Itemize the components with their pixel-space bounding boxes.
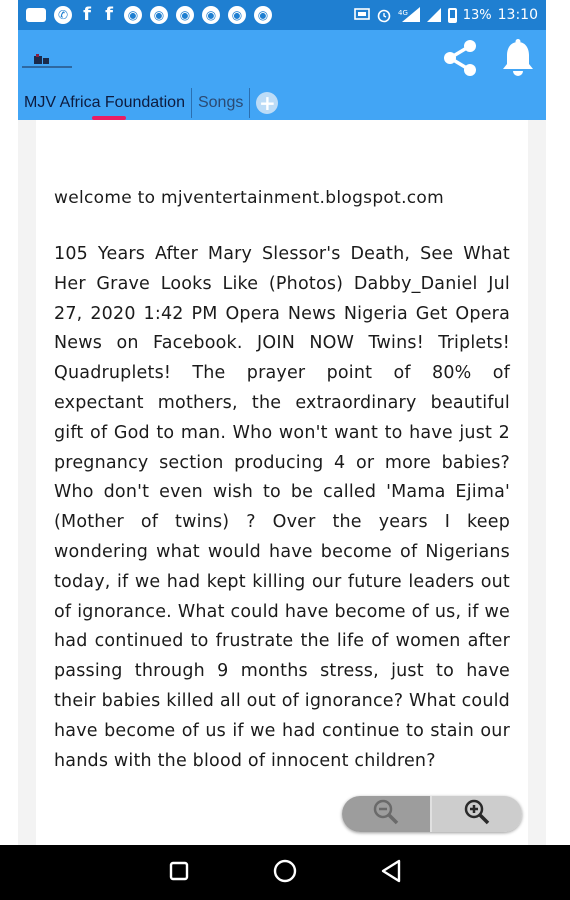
battery-icon (448, 8, 457, 23)
recents-square-icon (168, 860, 190, 886)
article-view[interactable] (36, 120, 528, 845)
tab-bar (18, 88, 284, 118)
alarm-icon (376, 7, 392, 23)
cast-icon (354, 8, 370, 22)
facebook-icon: f (105, 4, 113, 25)
opera-news-icon: ◉ (124, 6, 142, 24)
tab-songs[interactable]: Songs (191, 88, 250, 118)
bell-icon (501, 39, 535, 81)
article-body: 105 Years After Mary Slessor's Death, See What Her Grave Looks Like (Photos) Dabby_Daniel Jul 27, 2020 1:42 PM Opera News Nigeria Get Opera News on Facebook. JOIN NOW Twins! Triplets! Quadruplets! The prayer point of 80% of expectant mothers, the extraordinary beautiful gift of God to man. Who won't want to have just 2 pregnancy section producing 4 or more babies? Who don't even wish to be called 'Mama Ejima' (Mother of twins) ? Over the years I keep wondering what would have become of Nigerians today, if we had kept killing our future leaders out of ignorance. What could have become of us, if we had continued to frustrate the life of women after passing through 9 months stress, just to have their babies killed all out of ignorance? What could have become of us if we had continue to stain our hands with the blood of innocent children? (54, 244, 510, 771)
app-logo[interactable] (22, 52, 74, 70)
opera-news-icon: ◉ (202, 6, 220, 24)
signal-4g-icon (398, 7, 420, 23)
screen-edge (550, 0, 570, 845)
clock: 13:10 (497, 7, 538, 23)
back-triangle-icon (379, 858, 403, 888)
welcome-text: welcome to mjventertainment.blogspot.com (54, 188, 444, 208)
back-button[interactable] (373, 855, 409, 891)
svg-text:4G: 4G (397, 9, 408, 17)
zoom-out-icon (371, 797, 401, 831)
whatsapp-icon: ✆ (54, 6, 72, 24)
zoom-controls (342, 796, 522, 832)
battery-percent: 13% (462, 7, 492, 23)
home-circle-icon (272, 858, 298, 888)
share-icon (441, 38, 479, 82)
zoom-out-button[interactable] (342, 796, 432, 832)
status-bar (18, 0, 546, 30)
zoom-in-button[interactable] (432, 796, 522, 832)
add-tab-button[interactable] (250, 88, 284, 118)
plus-icon: + (256, 92, 278, 114)
zoom-in-icon (462, 797, 492, 831)
home-button[interactable] (267, 855, 303, 891)
facebook-icon: f (83, 4, 91, 25)
opera-news-icon: ◉ (228, 6, 246, 24)
notification-icons (26, 6, 272, 24)
opera-news-icon: ◉ (254, 6, 272, 24)
recents-button[interactable] (161, 855, 197, 891)
signal-icon (426, 7, 442, 23)
opera-news-icon: ◉ (176, 6, 194, 24)
opera-news-icon: ◉ (150, 6, 168, 24)
notifications-button[interactable] (496, 38, 540, 82)
navigation-bar (0, 845, 570, 900)
tab-mjv-africa-foundation[interactable]: MJV Africa Foundation (18, 88, 191, 118)
system-status (354, 7, 538, 23)
app-bar (18, 30, 546, 120)
share-button[interactable] (438, 38, 482, 82)
message-icon (26, 8, 46, 22)
